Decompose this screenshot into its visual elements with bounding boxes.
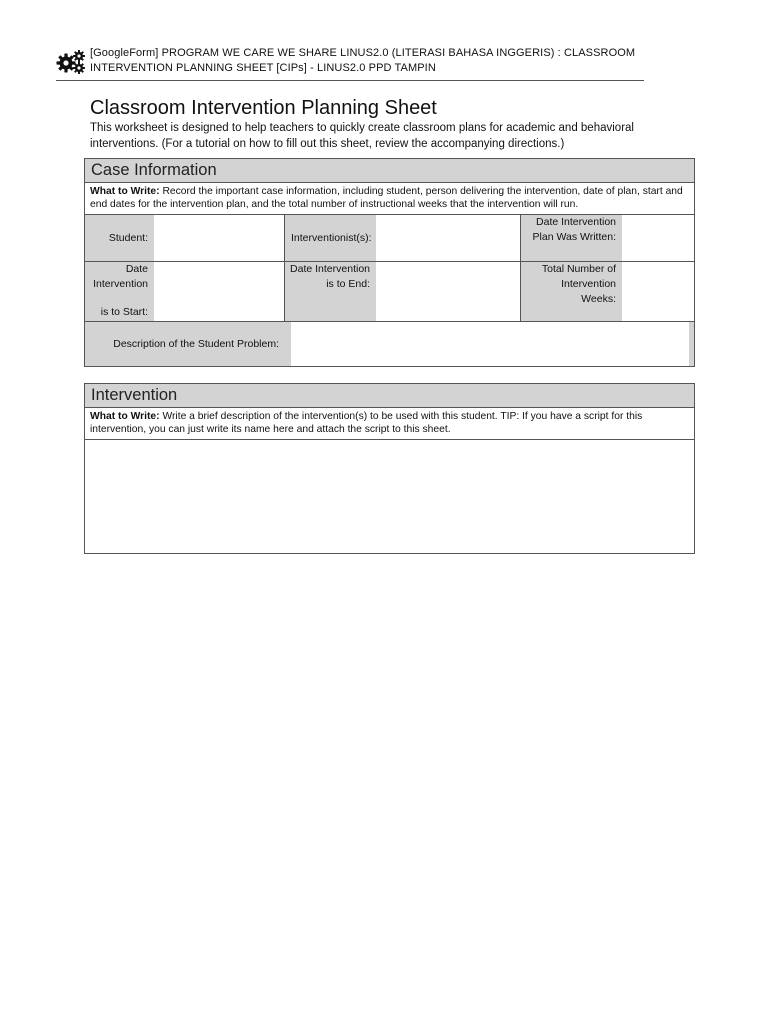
start-date-label [85, 262, 154, 321]
student-field[interactable] [154, 215, 284, 261]
weeks-label-line-1: Total Number of [541, 263, 616, 275]
total-weeks-label [520, 262, 622, 321]
start-label-line-1: Date [125, 263, 148, 275]
intervention-heading: Intervention [85, 384, 694, 408]
start-label-line-3: is to Start: [100, 306, 148, 318]
case-information-section [84, 158, 695, 367]
page-title: Classroom Intervention Planning Sheet [90, 97, 437, 119]
plan-written-field[interactable] [622, 215, 694, 261]
header-text: [GoogleForm] PROGRAM WE CARE WE SHARE LINUS2.0 (LITERASI BAHASA INGGERIS) : CLASSROOM INTERVENTION PLANNING SHEET [CIPs] - LINUS2.0 PPD TAMPIN [90, 47, 636, 74]
gears-icon [56, 48, 86, 74]
plan-written-label [520, 215, 622, 261]
weeks-label-line-3: Weeks: [581, 293, 616, 305]
intervention-what-to-write-text: Write a brief description of the intervention(s) to be used with this student. TIP: If you have a script for this intervention, you can just write its name here and attach the script to this sheet. [90, 411, 643, 435]
what-to-write-label: What to Write: [90, 186, 160, 197]
student-label: Student: [85, 215, 154, 261]
intervention-description-field[interactable] [85, 440, 694, 553]
plan-written-label-line-2: Plan Was Written: [532, 231, 616, 243]
end-label-line-1: Date Intervention [290, 263, 370, 275]
intervention-what-to-write-label: What to Write: [90, 411, 160, 422]
case-row-3 [85, 322, 694, 366]
plan-written-label-line-1: Date Intervention [536, 216, 616, 228]
case-information-instructions [85, 183, 694, 215]
case-row-2 [85, 262, 694, 322]
start-date-field[interactable] [154, 262, 284, 321]
case-row-1 [85, 215, 694, 262]
start-label-line-2: Intervention [93, 278, 148, 290]
end-date-label [284, 262, 376, 321]
what-to-write-text: Record the important case information, including student, person delivering the intervention, date of plan, start and end dates for the intervention plan, and the total number of instructional weeks that the intervention will run. [90, 186, 683, 210]
interventionist-field[interactable] [376, 215, 520, 261]
intervention-instructions [85, 408, 694, 440]
student-problem-field[interactable] [291, 322, 689, 366]
weeks-label-line-2: Intervention [561, 278, 616, 290]
case-information-heading: Case Information [85, 159, 694, 183]
document-header [56, 44, 644, 81]
student-problem-label: Description of the Student Problem: [85, 322, 291, 366]
intervention-section [84, 383, 695, 554]
total-weeks-field[interactable] [622, 262, 694, 321]
end-label-line-2: is to End: [326, 278, 370, 290]
right-margin-strip [689, 322, 694, 366]
intro-paragraph: This worksheet is designed to help teachers to quickly create classroom plans for academic and behavioral interventions. (For a tutorial on how to fill out this sheet, review the accompanying directions.) [90, 122, 634, 150]
end-date-field[interactable] [376, 262, 520, 321]
interventionist-label: Interventionist(s): [284, 215, 376, 261]
